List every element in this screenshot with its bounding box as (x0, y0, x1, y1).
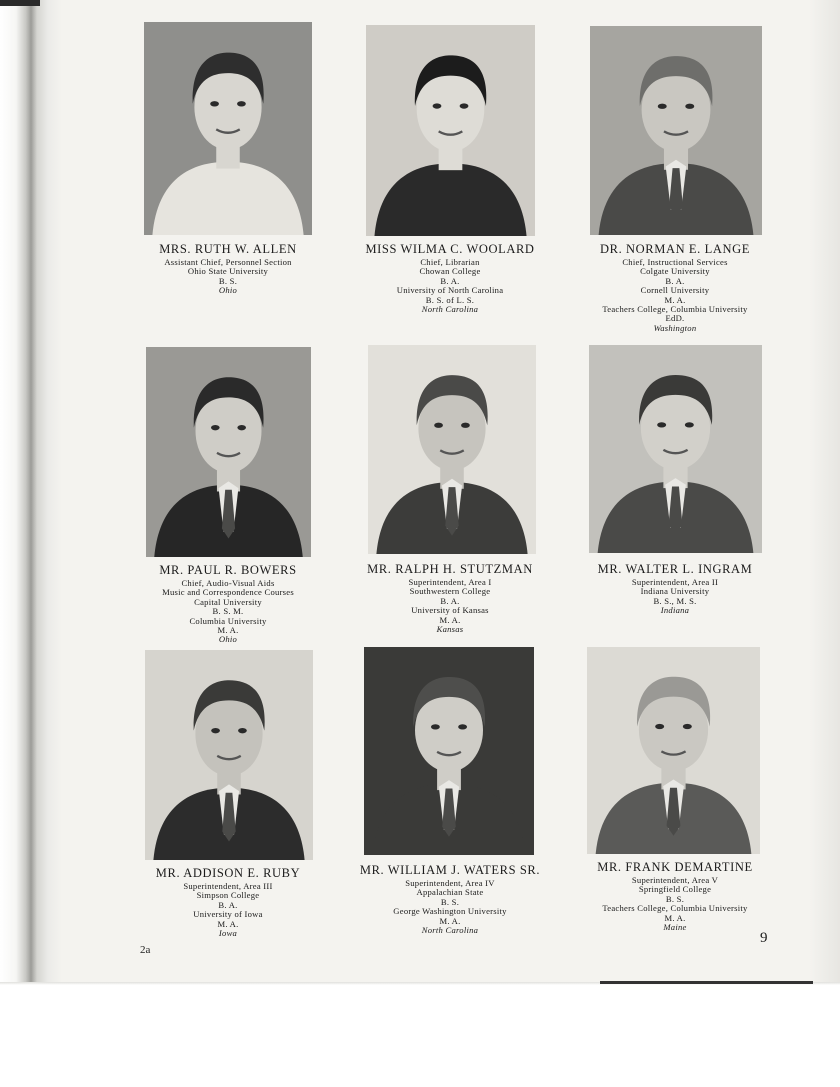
photo-eye (685, 104, 694, 109)
credential-line: M. A. (664, 294, 686, 305)
photo-eye (658, 104, 667, 109)
credential-line: M. A. (217, 625, 239, 636)
credential-line: Colgate University (640, 266, 710, 277)
photo-eye (657, 422, 666, 427)
credential-line: B. S. (218, 275, 238, 286)
person-name: DR. NORMAN E. LANGE (600, 242, 750, 256)
credential-line: M. A. (217, 918, 239, 929)
credential-line: Music and Correspondence Courses (162, 587, 294, 598)
credential-line: B. S. M. (212, 606, 244, 617)
person-name: MR. WALTER L. INGRAM (597, 562, 753, 576)
credential-line: B. A. (440, 595, 460, 606)
credential-line: Simpson College (196, 890, 260, 901)
credential-line: University of Kansas (411, 605, 489, 616)
photo-eye (431, 724, 440, 729)
credential-line: Southwestern College (409, 586, 491, 597)
person-name: MR. FRANK DEMARTINE (597, 860, 753, 874)
credential-line: B. A. (665, 275, 685, 286)
person-name: MR. PAUL R. BOWERS (159, 563, 297, 577)
home-state: Indiana (660, 605, 690, 616)
photo-eye (434, 423, 443, 428)
credential-line: B. A. (218, 899, 238, 910)
portrait-photo (364, 647, 534, 855)
credential-line: Superintendent, Area V (631, 875, 719, 885)
person-name: MISS WILMA C. WOOLARD (365, 242, 535, 256)
credential-line: Chief, Librarian (420, 257, 480, 267)
person-credentials (340, 578, 560, 634)
photo-eye (210, 101, 219, 106)
person-credentials (118, 882, 338, 938)
scan-corner-mark (0, 0, 40, 6)
credential-line: University of North Carolina (396, 285, 504, 296)
page-edge-shadow (810, 0, 840, 985)
portrait-photo (590, 26, 762, 235)
home-state: North Carolina (421, 304, 479, 315)
home-state: North Carolina (421, 925, 479, 936)
photo-eye (683, 724, 692, 729)
credential-line: Superintendent, Area I (408, 577, 492, 587)
credential-line: Ohio State University (187, 266, 269, 277)
person-name: MRS. RUTH W. ALLEN (159, 242, 297, 256)
portrait-photo (144, 22, 312, 235)
person-name: MR. WILLIAM J. WATERS SR. (359, 863, 541, 877)
home-state: Ohio (218, 285, 238, 296)
photo-eye (461, 423, 470, 428)
person-credentials (565, 578, 785, 616)
credential-line: EdD. (665, 313, 685, 324)
page-binding-shadow (0, 0, 62, 985)
photo-eye (458, 724, 467, 729)
credential-line: Columbia University (189, 615, 267, 626)
credential-line: Chowan College (419, 266, 481, 277)
credential-line: Springfield College (638, 884, 712, 895)
person-credentials (340, 258, 560, 314)
person-name: MR. RALPH H. STUTZMAN (367, 562, 533, 576)
credential-line: B. S. (440, 896, 460, 907)
credential-line: B. S. of L. S. (425, 294, 475, 305)
home-state: Washington (653, 322, 697, 333)
portrait-photo (366, 25, 535, 236)
photo-eye (460, 103, 469, 108)
page-number-left: 2a (140, 944, 151, 956)
home-state: Kansas (436, 624, 464, 635)
person-credentials (565, 258, 785, 333)
portrait-photo (368, 345, 536, 554)
credential-line: Assistant Chief, Personnel Section (164, 257, 292, 267)
person-credentials (118, 579, 338, 645)
credential-line: Indiana University (640, 586, 710, 597)
credential-line: George Washington University (393, 906, 507, 917)
credential-line: Superintendent, Area II (631, 577, 719, 587)
credential-line: Chief, Instructional Services (622, 257, 728, 267)
credential-line: B. A. (440, 275, 460, 286)
home-state: Iowa (218, 928, 238, 939)
photo-eye (655, 724, 664, 729)
credential-line: Capital University (194, 596, 262, 607)
credential-line: Superintendent, Area IV (405, 878, 495, 888)
photo-eye (237, 425, 246, 430)
credential-line: M. A. (664, 912, 686, 923)
portrait-photo (587, 647, 760, 854)
credential-line: Teachers College, Columbia University (602, 903, 748, 914)
credential-line: Teachers College, Columbia University (602, 304, 748, 315)
credential-line: Superintendent, Area III (183, 881, 273, 891)
person-credentials (565, 876, 785, 932)
credential-line: Chief, Audio-Visual Aids (181, 578, 275, 588)
person-credentials (340, 879, 560, 935)
page-number-right: 9 (760, 930, 768, 946)
home-state: Ohio (218, 634, 238, 645)
photo-eye (211, 728, 220, 733)
person-name: MR. ADDISON E. RUBY (155, 866, 301, 880)
credential-line: M. A. (439, 614, 461, 625)
credential-line: Appalachian State (416, 887, 484, 898)
person-credentials (118, 258, 338, 296)
credential-line: Cornell University (640, 285, 710, 296)
photo-eye (433, 103, 442, 108)
home-state: Maine (663, 922, 687, 933)
portrait-photo (589, 345, 762, 553)
credential-line: University of Iowa (193, 909, 263, 920)
portrait-photo (145, 650, 313, 860)
page-bottom-rule (600, 981, 813, 984)
photo-eye (211, 425, 220, 430)
photo-eye (237, 101, 246, 106)
credential-line: M. A. (439, 915, 461, 926)
photo-eye (685, 422, 694, 427)
portrait-photo (146, 347, 311, 557)
credential-line: B. S., M. S. (653, 595, 697, 606)
credential-line: B. S. (665, 893, 685, 904)
photo-eye (238, 728, 247, 733)
